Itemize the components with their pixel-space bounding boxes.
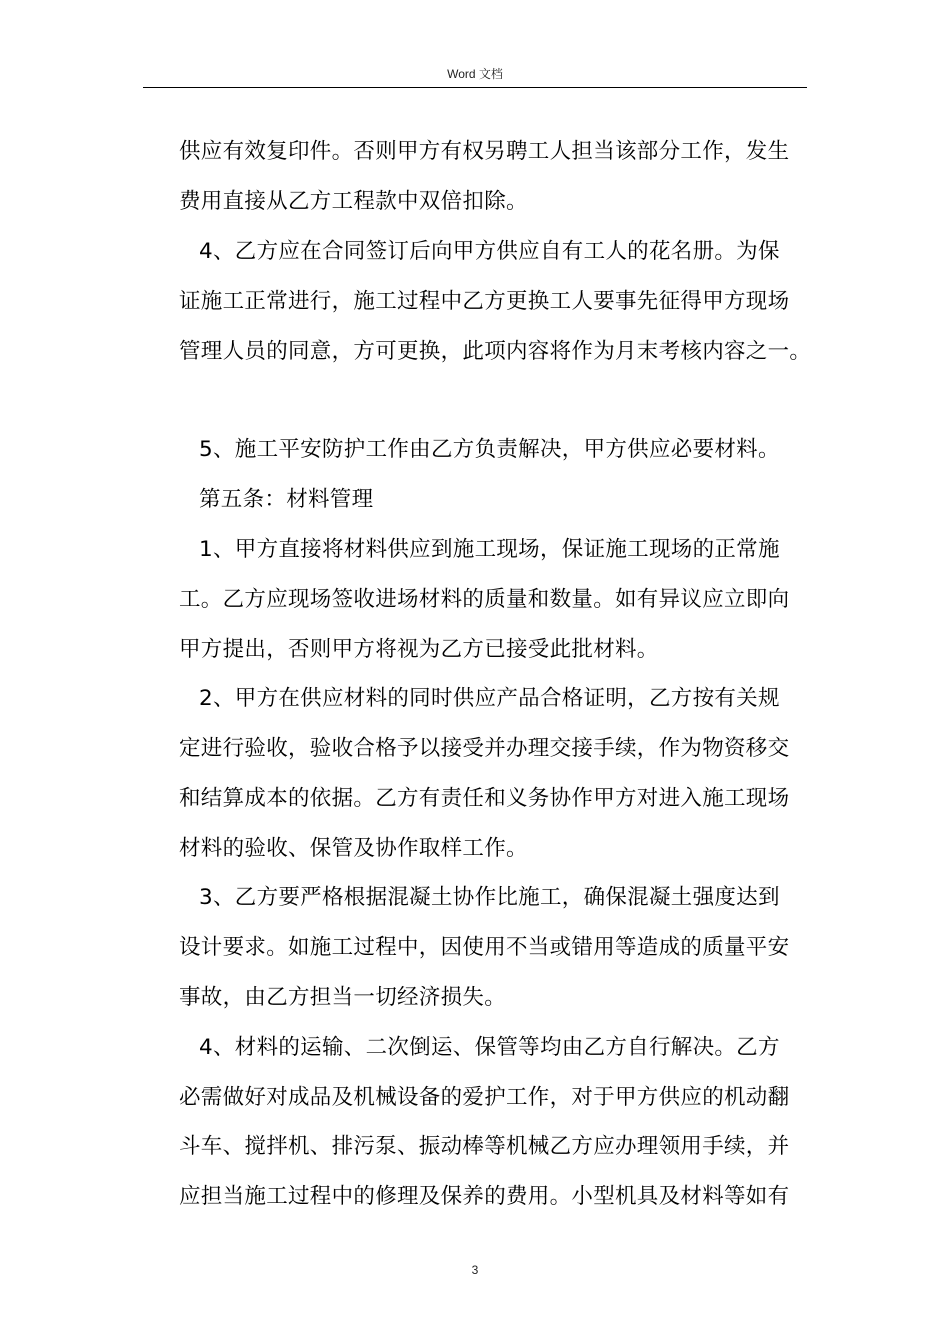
header-divider bbox=[143, 87, 807, 88]
text-line: 4、材料的运输、二次倒运、保管等均由乙方自行解决。乙方 bbox=[199, 1035, 780, 1060]
text-line: 设计要求。如施工过程中，因使用不当或错用等造成的质量平安 bbox=[179, 935, 790, 960]
page-header: Word 文档 bbox=[447, 67, 503, 81]
text-line: 材料的验收、保管及协作取样工作。 bbox=[179, 836, 528, 861]
text-line: 费用直接从乙方工程款中双倍扣除。 bbox=[179, 189, 528, 214]
text-line: 和结算成本的依据。乙方有责任和义务协作甲方对进入施工现场 bbox=[179, 786, 790, 811]
text-line: 4、乙方应在合同签订后向甲方供应自有工人的花名册。为保 bbox=[199, 239, 780, 264]
text-line: 3、乙方要严格根据混凝土协作比施工，确保混凝土强度达到 bbox=[199, 885, 780, 910]
text-line: 2、甲方在供应材料的同时供应产品合格证明，乙方按有关规 bbox=[199, 686, 780, 711]
text-line: 必需做好对成品及机械设备的爱护工作，对于甲方供应的机动翻 bbox=[179, 1085, 790, 1110]
text-line: 事故，由乙方担当一切经济损失。 bbox=[179, 985, 507, 1010]
text-line: 1、甲方直接将材料供应到施工现场，保证施工现场的正常施 bbox=[199, 537, 780, 562]
text-line: 定进行验收，验收合格予以接受并办理交接手续，作为物资移交 bbox=[179, 736, 790, 761]
text-line: 甲方提出，否则甲方将视为乙方已接受此批材料。 bbox=[179, 637, 659, 662]
text-line: 工。乙方应现场签收进场材料的质量和数量。如有异议应立即向 bbox=[179, 587, 790, 612]
text-line: 斗车、搅拌机、排污泵、振动棒等机械乙方应办理领用手续，并 bbox=[179, 1134, 790, 1159]
text-line: 5、施工平安防护工作由乙方负责解决，甲方供应必要材料。 bbox=[199, 437, 780, 462]
text-line: 管理人员的同意，方可更换，此项内容将作为月末考核内容之一。 bbox=[179, 339, 812, 364]
section-heading: 第五条：材料管理 bbox=[199, 487, 374, 512]
text-line: 应担当施工过程中的修理及保养的费用。小型机具及材料等如有 bbox=[179, 1184, 790, 1209]
page-number: 3 bbox=[471, 1263, 479, 1277]
text-line: 供应有效复印件。否则甲方有权另聘工人担当该部分工作，发生 bbox=[179, 139, 790, 164]
text-line: 证施工正常进行，施工过程中乙方更换工人要事先征得甲方现场 bbox=[179, 289, 790, 314]
